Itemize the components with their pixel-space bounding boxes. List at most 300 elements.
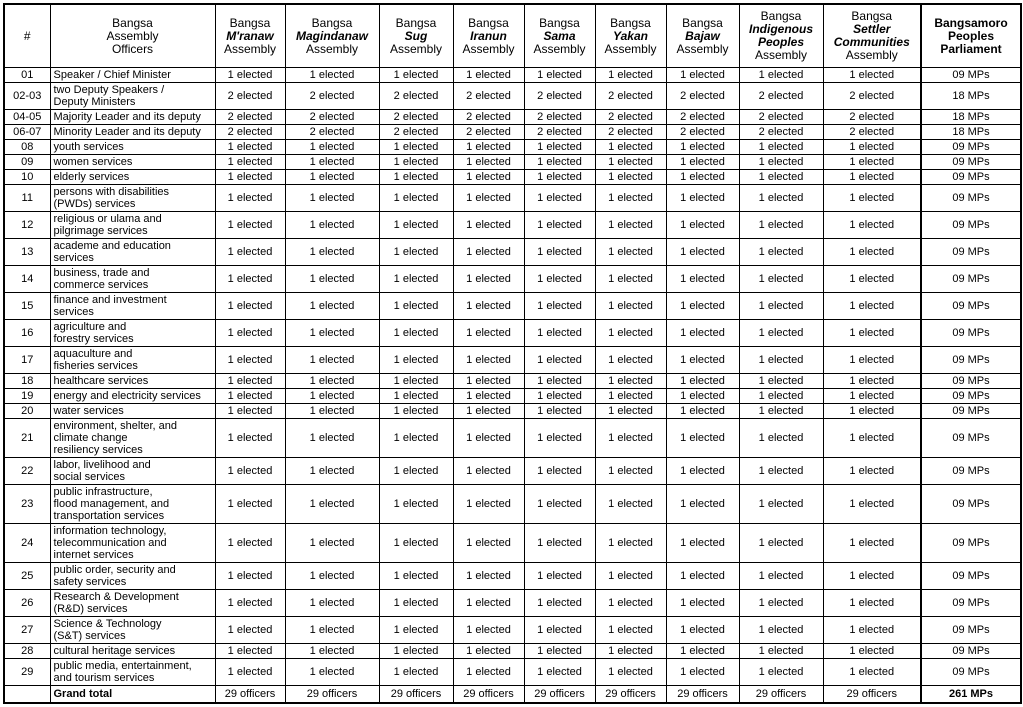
elected-cell: 1 elected — [666, 347, 739, 374]
elected-cell: 1 elected — [285, 389, 379, 404]
elected-cell: 1 elected — [666, 140, 739, 155]
elected-cell: 1 elected — [739, 563, 823, 590]
officer-label-cell — [50, 524, 215, 563]
elected-cell: 1 elected — [453, 347, 524, 374]
officer-label-cell — [50, 644, 215, 659]
assembly-name-line: Iranun — [470, 28, 507, 43]
elected-cell: 1 elected — [215, 389, 285, 404]
elected-cell: 1 elected — [215, 185, 285, 212]
mps-cell: 09 MPs — [921, 155, 1021, 170]
header-line: Assembly — [305, 41, 358, 56]
officer-label-line: flood management, and — [53, 498, 170, 510]
elected-cell: 1 elected — [739, 140, 823, 155]
elected-cell: 1 elected — [823, 374, 921, 389]
officer-label-cell — [50, 389, 215, 404]
mps-cell: 09 MPs — [921, 266, 1021, 293]
elected-cell: 1 elected — [215, 239, 285, 266]
mps-cell: 09 MPs — [921, 659, 1021, 686]
elected-cell: 1 elected — [379, 389, 453, 404]
row-number-cell: 13 — [4, 239, 50, 266]
elected-cell: 1 elected — [739, 644, 823, 659]
elected-cell: 1 elected — [453, 485, 524, 524]
elected-cell: 1 elected — [453, 239, 524, 266]
elected-cell: 1 elected — [524, 140, 595, 155]
header-line: Bangsa — [760, 9, 802, 23]
header-line: Bangsa — [311, 15, 353, 30]
table-row — [4, 389, 1021, 404]
mps-cell: 09 MPs — [921, 458, 1021, 485]
table-row — [4, 485, 1021, 524]
elected-cell: 1 elected — [453, 266, 524, 293]
officer-label-line: Majority Leader and its deputy — [53, 111, 201, 123]
row-number-cell: 27 — [4, 617, 50, 644]
elected-cell: 1 elected — [379, 590, 453, 617]
officer-label-line: two Deputy Speakers / — [53, 84, 165, 96]
elected-cell: 1 elected — [285, 320, 379, 347]
officer-label-cell — [50, 110, 215, 125]
elected-cell: 2 elected — [285, 125, 379, 140]
elected-cell: 2 elected — [215, 125, 285, 140]
officer-label-line: public media, entertainment, — [53, 660, 192, 672]
elected-cell: 1 elected — [379, 659, 453, 686]
elected-cell: 1 elected — [666, 419, 739, 458]
elected-cell: 1 elected — [285, 212, 379, 239]
officer-label-line: persons with disabilities — [53, 186, 170, 198]
grand-total-mps-cell: 261 MPs — [921, 686, 1021, 704]
elected-cell: 1 elected — [453, 170, 524, 185]
elected-cell: 1 elected — [823, 404, 921, 419]
assembly-officers-table — [3, 3, 1022, 704]
elected-cell: 1 elected — [453, 155, 524, 170]
elected-cell: 1 elected — [666, 563, 739, 590]
elected-cell: 1 elected — [215, 212, 285, 239]
row-number-cell: 17 — [4, 347, 50, 374]
elected-cell: 1 elected — [524, 239, 595, 266]
row-number-cell: 20 — [4, 404, 50, 419]
elected-cell: 2 elected — [739, 83, 823, 110]
officer-label-line: business, trade and — [53, 267, 150, 279]
elected-cell: 1 elected — [215, 320, 285, 347]
elected-cell: 1 elected — [823, 155, 921, 170]
row-number-cell: 12 — [4, 212, 50, 239]
elected-cell: 2 elected — [215, 83, 285, 110]
elected-cell: 1 elected — [453, 458, 524, 485]
elected-cell: 1 elected — [453, 212, 524, 239]
elected-cell: 1 elected — [379, 524, 453, 563]
officer-label-line: social services — [53, 471, 126, 483]
header-line: Assembly — [604, 41, 657, 56]
elected-cell: 1 elected — [215, 155, 285, 170]
elected-cell: 1 elected — [524, 320, 595, 347]
header-line: Officers — [111, 41, 154, 56]
elected-cell: 1 elected — [739, 458, 823, 485]
elected-cell: 1 elected — [823, 239, 921, 266]
elected-cell: 1 elected — [453, 419, 524, 458]
row-number-cell: 23 — [4, 485, 50, 524]
mps-cell: 09 MPs — [921, 485, 1021, 524]
elected-cell: 2 elected — [739, 110, 823, 125]
table-row — [4, 644, 1021, 659]
officer-label-line: public order, security and — [53, 564, 176, 576]
assembly-name-line: Bajaw — [685, 28, 720, 43]
grand-total-label-cell: Grand total — [50, 686, 215, 704]
elected-cell: 1 elected — [595, 239, 666, 266]
elected-cell: 1 elected — [285, 68, 379, 83]
header-line: Assembly — [462, 41, 515, 56]
table-body — [4, 68, 1021, 686]
row-number-cell: 25 — [4, 563, 50, 590]
elected-cell: 1 elected — [823, 293, 921, 320]
table-row — [4, 590, 1021, 617]
elected-cell: 1 elected — [739, 404, 823, 419]
elected-cell: 1 elected — [215, 524, 285, 563]
elected-cell: 1 elected — [739, 155, 823, 170]
mps-cell: 09 MPs — [921, 389, 1021, 404]
elected-cell: 1 elected — [285, 617, 379, 644]
elected-cell: 1 elected — [823, 563, 921, 590]
elected-cell: 1 elected — [666, 389, 739, 404]
elected-cell: 1 elected — [739, 239, 823, 266]
elected-cell: 1 elected — [285, 185, 379, 212]
table-row — [4, 293, 1021, 320]
elected-cell: 2 elected — [739, 125, 823, 140]
elected-cell: 1 elected — [285, 170, 379, 185]
elected-cell: 2 elected — [666, 110, 739, 125]
officer-label-line: elderly services — [53, 171, 130, 183]
officer-label-line: services — [53, 252, 94, 264]
elected-cell: 1 elected — [379, 458, 453, 485]
officer-label-cell — [50, 68, 215, 83]
officer-label-line: Minority Leader and its deputy — [53, 126, 201, 138]
table-row — [4, 617, 1021, 644]
officer-label-cell — [50, 458, 215, 485]
elected-cell: 1 elected — [595, 659, 666, 686]
elected-cell: 1 elected — [453, 404, 524, 419]
elected-cell: 1 elected — [595, 266, 666, 293]
header-line: Assembly — [845, 48, 898, 62]
elected-cell: 1 elected — [379, 563, 453, 590]
elected-cell: 1 elected — [453, 389, 524, 404]
elected-cell: 1 elected — [285, 266, 379, 293]
officer-label-line: youth services — [53, 141, 124, 153]
elected-cell: 2 elected — [379, 110, 453, 125]
elected-cell: 1 elected — [666, 524, 739, 563]
elected-cell: 1 elected — [379, 485, 453, 524]
elected-cell: 1 elected — [285, 659, 379, 686]
row-number-cell: 16 — [4, 320, 50, 347]
elected-cell: 1 elected — [739, 266, 823, 293]
elected-cell: 1 elected — [524, 617, 595, 644]
row-number-cell: 09 — [4, 155, 50, 170]
officer-label-line: safety services — [53, 576, 127, 588]
officer-label-line: cultural heritage services — [53, 645, 176, 657]
elected-cell: 1 elected — [285, 140, 379, 155]
elected-cell: 1 elected — [666, 374, 739, 389]
mps-cell: 09 MPs — [921, 374, 1021, 389]
elected-cell: 1 elected — [739, 419, 823, 458]
officer-label-line: energy and electricity services — [53, 390, 201, 402]
elected-cell: 1 elected — [823, 185, 921, 212]
elected-cell: 1 elected — [453, 140, 524, 155]
officer-label-line: religious or ulama and — [53, 213, 162, 225]
elected-cell: 1 elected — [823, 659, 921, 686]
officer-label-cell — [50, 266, 215, 293]
elected-cell: 1 elected — [285, 293, 379, 320]
elected-cell: 1 elected — [379, 404, 453, 419]
column-header-assembly-4 — [524, 4, 595, 68]
assembly-name-line: Yakan — [613, 28, 648, 43]
elected-cell: 1 elected — [666, 617, 739, 644]
elected-cell: 2 elected — [595, 125, 666, 140]
row-number-cell: 02-03 — [4, 83, 50, 110]
officer-label-cell — [50, 155, 215, 170]
elected-cell: 1 elected — [595, 458, 666, 485]
mps-cell: 09 MPs — [921, 239, 1021, 266]
column-header-assembly-6 — [666, 4, 739, 68]
officer-label-line: (R&D) services — [53, 603, 128, 615]
elected-cell: 1 elected — [453, 374, 524, 389]
grand-total-officers-cell: 29 officers — [823, 686, 921, 704]
column-header-assembly-8 — [823, 4, 921, 68]
officer-label-cell — [50, 125, 215, 140]
elected-cell: 1 elected — [595, 185, 666, 212]
officer-label-line: aquaculture and — [53, 348, 133, 360]
elected-cell: 1 elected — [739, 590, 823, 617]
elected-cell: 1 elected — [823, 617, 921, 644]
elected-cell: 1 elected — [453, 590, 524, 617]
elected-cell: 1 elected — [379, 644, 453, 659]
elected-cell: 1 elected — [595, 140, 666, 155]
elected-cell: 1 elected — [823, 419, 921, 458]
officer-label-line: commerce services — [53, 279, 149, 291]
elected-cell: 1 elected — [285, 458, 379, 485]
elected-cell: 1 elected — [595, 485, 666, 524]
table-row — [4, 155, 1021, 170]
elected-cell: 2 elected — [595, 83, 666, 110]
row-number-cell: 19 — [4, 389, 50, 404]
table-row — [4, 320, 1021, 347]
officer-label-line: telecommunication and — [53, 537, 167, 549]
elected-cell: 1 elected — [666, 644, 739, 659]
officer-label-cell — [50, 320, 215, 347]
elected-cell: 1 elected — [453, 617, 524, 644]
elected-cell: 1 elected — [739, 68, 823, 83]
elected-cell: 1 elected — [453, 659, 524, 686]
column-header-assembly-1 — [285, 4, 379, 68]
officer-label-line: (PWDs) services — [53, 198, 136, 210]
header-line: Assembly — [533, 41, 586, 56]
elected-cell: 1 elected — [823, 140, 921, 155]
grand-total-row — [4, 686, 1021, 704]
elected-cell: 1 elected — [285, 374, 379, 389]
elected-cell: 2 elected — [453, 110, 524, 125]
elected-cell: 2 elected — [524, 125, 595, 140]
row-number-cell: 06-07 — [4, 125, 50, 140]
grand-total-officers-cell: 29 officers — [215, 686, 285, 704]
elected-cell: 1 elected — [595, 404, 666, 419]
officer-label-line: Deputy Ministers — [53, 96, 136, 108]
elected-cell: 1 elected — [739, 170, 823, 185]
elected-cell: 1 elected — [595, 347, 666, 374]
elected-cell: 2 elected — [524, 110, 595, 125]
assembly-name-line: M'ranaw — [226, 28, 274, 43]
elected-cell: 1 elected — [524, 212, 595, 239]
elected-cell: 2 elected — [666, 125, 739, 140]
officer-label-line: academe and education — [53, 240, 171, 252]
officer-label-cell — [50, 404, 215, 419]
elected-cell: 1 elected — [453, 320, 524, 347]
officer-label-cell — [50, 563, 215, 590]
header-line: Bangsa — [468, 15, 509, 30]
assembly-name-line: Magindanaw — [295, 28, 368, 43]
assembly-name-line: Peoples — [757, 35, 805, 49]
header-line: Bangsa — [610, 15, 651, 30]
table-header — [4, 4, 1021, 68]
elected-cell: 1 elected — [524, 347, 595, 374]
elected-cell: 1 elected — [379, 140, 453, 155]
elected-cell: 1 elected — [524, 485, 595, 524]
elected-cell: 1 elected — [285, 347, 379, 374]
elected-cell: 1 elected — [823, 266, 921, 293]
elected-cell: 1 elected — [823, 320, 921, 347]
elected-cell: 1 elected — [595, 644, 666, 659]
elected-cell: 1 elected — [524, 389, 595, 404]
grand-total-officers-cell: 29 officers — [453, 686, 524, 704]
officer-label-line: forestry services — [53, 333, 134, 345]
elected-cell: 1 elected — [215, 617, 285, 644]
elected-cell: 1 elected — [524, 590, 595, 617]
elected-cell: 1 elected — [823, 389, 921, 404]
header-line: Assembly — [223, 41, 276, 56]
header-line: Bangsa — [539, 15, 580, 30]
header-line: Bangsa — [682, 15, 723, 30]
elected-cell: 2 elected — [823, 125, 921, 140]
elected-cell: 1 elected — [823, 524, 921, 563]
elected-cell: 1 elected — [524, 170, 595, 185]
officer-label-line: water services — [53, 405, 124, 417]
elected-cell: 1 elected — [666, 485, 739, 524]
officer-label-line: finance and investment — [53, 294, 167, 306]
elected-cell: 1 elected — [379, 266, 453, 293]
officer-label-line: and tourism services — [53, 672, 155, 684]
elected-cell: 1 elected — [215, 590, 285, 617]
table-row — [4, 140, 1021, 155]
mps-cell: 09 MPs — [921, 170, 1021, 185]
elected-cell: 1 elected — [739, 185, 823, 212]
elected-cell: 1 elected — [215, 563, 285, 590]
elected-cell: 1 elected — [215, 170, 285, 185]
officer-label-cell — [50, 419, 215, 458]
officer-label-cell — [50, 239, 215, 266]
column-header-assembly-3 — [453, 4, 524, 68]
table-row — [4, 419, 1021, 458]
elected-cell: 1 elected — [739, 617, 823, 644]
elected-cell: 1 elected — [823, 170, 921, 185]
officer-label-line: environment, shelter, and — [53, 420, 178, 432]
officer-label-line: climate change — [53, 432, 128, 444]
elected-cell: 2 elected — [595, 110, 666, 125]
table-row — [4, 125, 1021, 140]
mps-cell: 09 MPs — [921, 404, 1021, 419]
mps-cell: 09 MPs — [921, 140, 1021, 155]
officer-label-line: fisheries services — [53, 360, 138, 372]
elected-cell: 1 elected — [453, 563, 524, 590]
elected-cell: 1 elected — [595, 155, 666, 170]
elected-cell: 1 elected — [215, 659, 285, 686]
officer-label-line: (S&T) services — [53, 630, 126, 642]
elected-cell: 1 elected — [453, 68, 524, 83]
table-footer — [4, 686, 1021, 704]
elected-cell: 1 elected — [739, 659, 823, 686]
header-line: Assembly — [676, 41, 729, 56]
header-line: Assembly — [389, 41, 442, 56]
elected-cell: 1 elected — [524, 563, 595, 590]
elected-cell: 1 elected — [595, 524, 666, 563]
elected-cell: 1 elected — [285, 590, 379, 617]
elected-cell: 1 elected — [823, 212, 921, 239]
officer-label-cell — [50, 185, 215, 212]
elected-cell: 1 elected — [823, 590, 921, 617]
officer-label-line: women services — [53, 156, 133, 168]
elected-cell: 1 elected — [739, 293, 823, 320]
row-number-cell: 21 — [4, 419, 50, 458]
mps-cell: 09 MPs — [921, 563, 1021, 590]
elected-cell: 1 elected — [453, 524, 524, 563]
elected-cell: 1 elected — [823, 485, 921, 524]
mps-cell: 09 MPs — [921, 320, 1021, 347]
elected-cell: 1 elected — [379, 374, 453, 389]
column-header-parliament — [921, 4, 1021, 68]
elected-cell: 1 elected — [524, 404, 595, 419]
elected-cell: 1 elected — [215, 140, 285, 155]
row-number-cell: 18 — [4, 374, 50, 389]
elected-cell: 1 elected — [379, 320, 453, 347]
elected-cell: 1 elected — [285, 524, 379, 563]
officer-label-cell — [50, 485, 215, 524]
row-number-cell: 24 — [4, 524, 50, 563]
column-header-officers — [50, 4, 215, 68]
elected-cell: 2 elected — [823, 110, 921, 125]
header-line: Bangsa — [229, 15, 271, 30]
table-row — [4, 374, 1021, 389]
elected-cell: 1 elected — [285, 485, 379, 524]
mps-cell: 09 MPs — [921, 347, 1021, 374]
elected-cell: 1 elected — [524, 155, 595, 170]
elected-cell: 1 elected — [823, 458, 921, 485]
officer-label-line: pilgrimage services — [53, 225, 148, 237]
header-line: Bangsa — [851, 9, 893, 23]
officer-label-line: resiliency services — [53, 444, 143, 456]
officer-label-line: public infrastructure, — [53, 486, 153, 498]
officer-label-line: Research & Development — [53, 591, 179, 603]
mps-cell: 09 MPs — [921, 212, 1021, 239]
elected-cell: 1 elected — [595, 68, 666, 83]
elected-cell: 1 elected — [666, 170, 739, 185]
elected-cell: 1 elected — [666, 185, 739, 212]
elected-cell: 2 elected — [453, 125, 524, 140]
table-row — [4, 83, 1021, 110]
officer-label-cell — [50, 590, 215, 617]
row-number-cell: 11 — [4, 185, 50, 212]
elected-cell: 1 elected — [595, 170, 666, 185]
table-row — [4, 239, 1021, 266]
elected-cell: 1 elected — [215, 68, 285, 83]
row-number-cell: 26 — [4, 590, 50, 617]
header-row — [4, 4, 1021, 68]
row-number-cell: 14 — [4, 266, 50, 293]
elected-cell: 2 elected — [379, 125, 453, 140]
elected-cell: 1 elected — [595, 590, 666, 617]
